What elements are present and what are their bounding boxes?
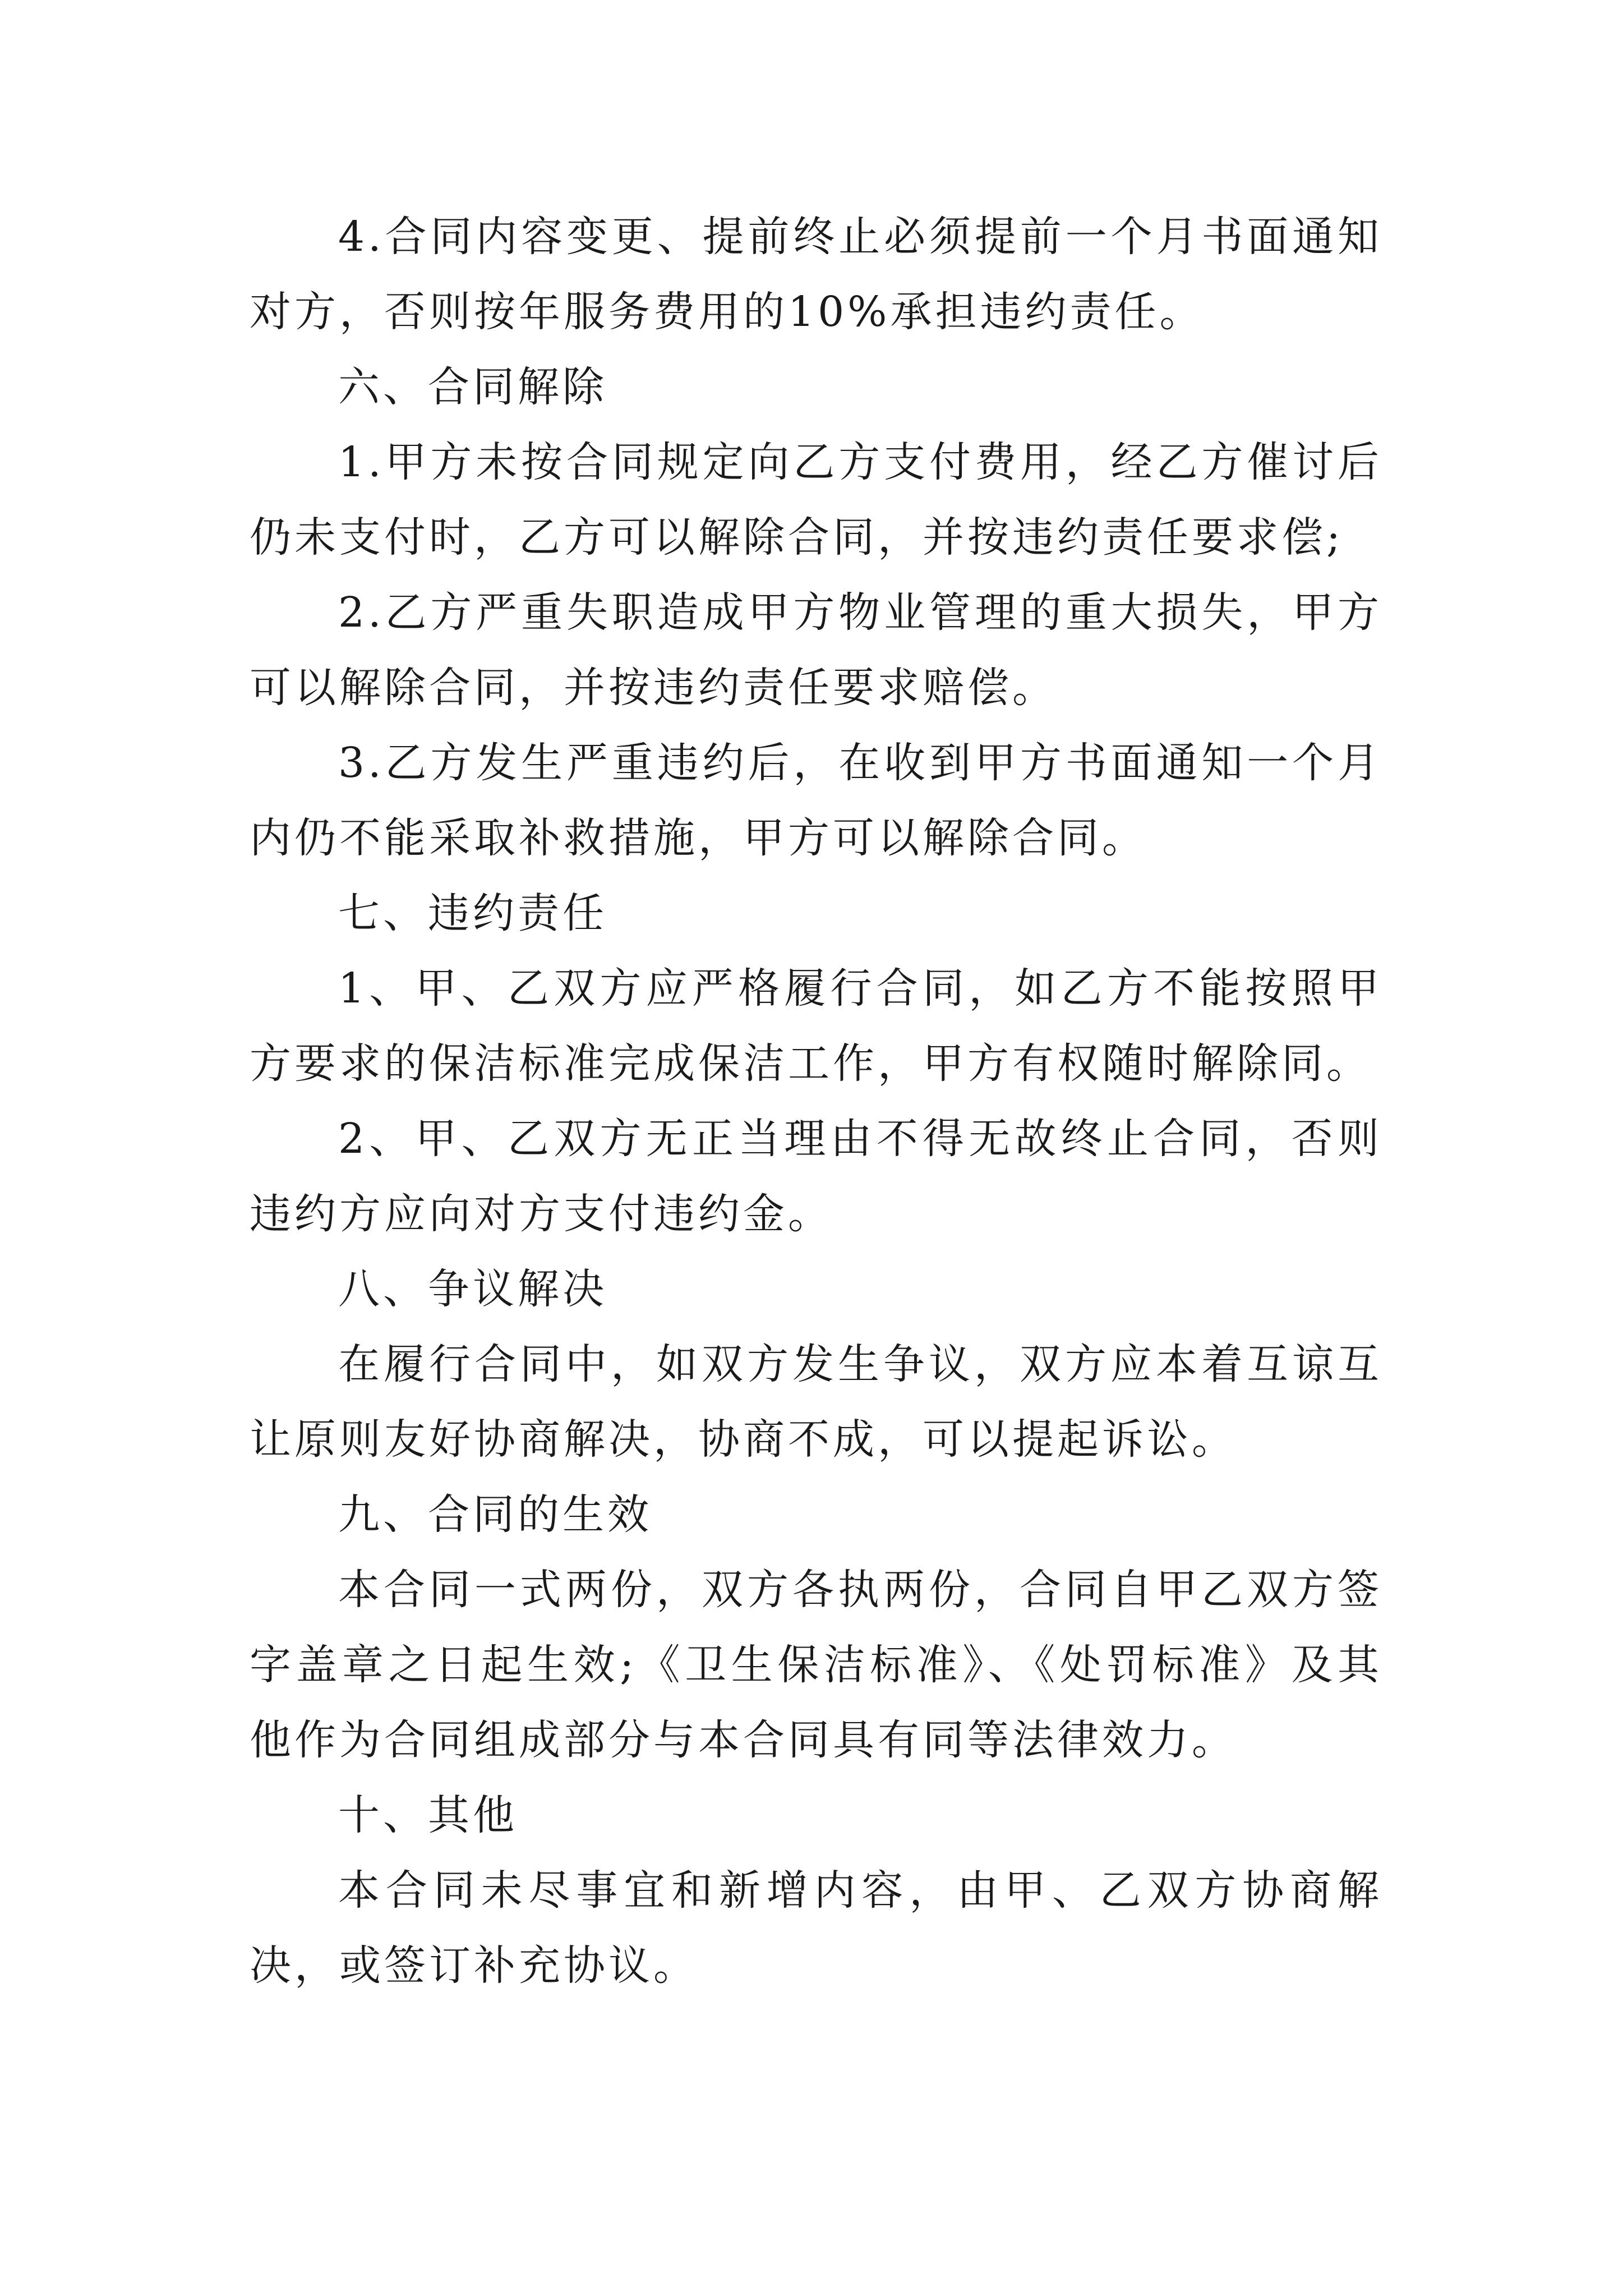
section-heading: 九、合同的生效 [338,1490,652,1539]
clause-paragraph: 1、甲、乙双方应严格履行合同，如乙方不能按照甲方要求的保洁标准完成保洁工作，甲方有权随时解除同。 [250,964,1382,1088]
clause-paragraph: 3.乙方发生严重违约后，在收到甲方书面通知一个月内仍不能采取补救措施，甲方可以解除合同。 [250,739,1382,862]
section-heading: 十、其他 [338,1791,518,1839]
clause-paragraph: 在履行合同中，如双方发生争议，双方应本着互谅互让原则友好协商解决，协商不成，可以提起诉讼。 [250,1340,1382,1464]
clause-paragraph: 2、甲、乙双方无正当理由不得无故终止合同，否则违约方应向对方支付违约金。 [250,1115,1382,1238]
clause-paragraph: 1.甲方未按合同规定向乙方支付费用，经乙方催讨后仍未支付时，乙方可以解除合同，并按违约责任要求偿; [250,438,1382,562]
section-heading: 七、违约责任 [338,889,607,937]
clause-paragraph: 本合同一式两份，双方各执两份，合同自甲乙双方签字盖章之日起生效;《卫生保洁标准》、《处罚标准》及其他作为合同组成部分与本合同具有同等法律效力。 [250,1566,1382,1764]
clause-paragraph: 本合同未尽事宜和新增内容，由甲、乙双方协商解决，或签订补充协议。 [250,1866,1382,1990]
section-heading: 八、争议解决 [338,1265,607,1313]
section-heading: 六、合同解除 [338,363,607,411]
clause-paragraph: 4.合同内容变更、提前终止必须提前一个月书面通知对方，否则按年服务费用的10%承担违约责任。 [250,213,1382,336]
clause-paragraph: 2.乙方严重失职造成甲方物业管理的重大损失，甲方可以解除合同，并按违约责任要求赔偿。 [250,588,1382,712]
document-body [250,199,1382,2003]
